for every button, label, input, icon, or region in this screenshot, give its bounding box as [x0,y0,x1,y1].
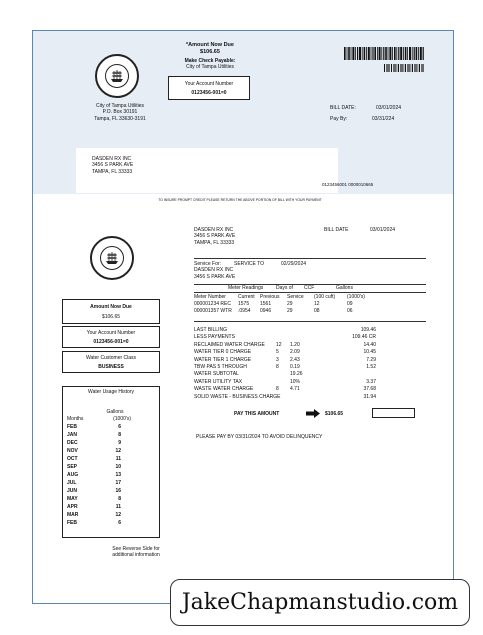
usage-month: MAY [67,495,78,502]
service-for-label: Service For: [194,261,221,267]
readings-header-row [194,285,426,292]
charge-cell: 12 [276,341,282,348]
usage-history-row [67,464,155,472]
service-name: DASDEN RX INC [194,267,234,274]
stub-amount-value: $106.65 [200,48,220,55]
small-barcode-icon [384,64,424,72]
watermark-text: JakeChapmanstudio.com [181,589,459,615]
meter-readings-table [194,285,426,315]
meter-cell: 08 [314,308,320,314]
charge-cell: 14.40 [363,341,376,348]
usage-value: 6 [118,519,121,526]
usage-month: OCT [67,455,78,462]
charge-cell: 0.19 [290,363,300,370]
charge-line [194,394,426,401]
usage-history-list [67,424,155,528]
usage-value: 11 [115,455,121,462]
usage-month: FEB [67,423,77,430]
charge-cell: TBW PAS 5 THROUGH [194,363,247,370]
meter-cell: 06 [347,308,353,314]
charge-cell: 1.20 [290,341,300,348]
customer-name: DASDEN RX INC [92,156,132,162]
bill-addr2: TAMPA, FL 33333 [194,239,235,246]
charge-line [194,379,426,386]
usage-value: 17 [115,479,121,486]
charge-cell: 7.29 [366,356,376,363]
usage-value: 12 [115,447,121,454]
charge-cell [276,394,290,401]
scan-line: 0123456001 0000010665 [322,182,374,187]
meter-cell: 29 [287,308,293,314]
meter-row [194,301,426,308]
stub-account-label: Your Account Number [184,81,234,87]
barcode-icon [344,47,424,60]
remit-pobox: P.O. Box 30191 [102,109,138,116]
ship-icon [104,250,120,266]
charge-cell: 2.09 [290,349,300,356]
charge-cell: RECLAIMED WATER CHARGE [194,341,265,348]
customer-class-label: Water Customer Class [85,355,137,361]
readings-header-gallons: Gallons [336,285,353,291]
charge-cell: 10% [290,378,301,385]
pay-amount-value: $106.65 [325,411,344,417]
charge-cell: 4.71 [290,386,300,393]
usage-history-row [67,512,155,520]
charge-cell: 1.52 [366,363,376,370]
usage-month: NOV [67,447,78,454]
meter-cell: 000001234 REC [194,301,231,307]
charge-cell [276,334,290,341]
usage-history-row [67,432,155,440]
usage-month: DEC [67,439,78,446]
usage-month: MAR [67,511,79,518]
charge-cell: 10.45 [363,349,376,356]
ship-icon [109,68,125,84]
charge-line [194,342,426,349]
meter-rows [194,301,426,315]
col-service: Service [287,294,304,300]
service-addr: 3456 S PARK AVE [194,273,236,280]
amount-due-box [62,299,160,324]
meter-row [194,308,426,315]
charge-cell: 8 [276,363,279,370]
customer-addr1: 3456 S PARK AVE [92,162,134,169]
customer-class-value: BUSINESS [98,364,124,371]
charge-cell: LESS PAYMENTS [194,334,235,341]
bill-name: DASDEN RX INC [194,227,234,233]
watermark-badge [170,579,470,626]
charge-cell: 5 [276,349,279,356]
city-seal-top [95,54,139,98]
delinquency-note: PLEASE PAY BY 03/31/2024 TO AVOID DELINQUENCY [196,434,323,440]
charge-cell [276,371,290,378]
usage-value: 10 [115,463,121,470]
reverse-side-note [98,546,174,559]
readings-rule [194,292,426,293]
charge-cell: 2.43 [290,356,300,363]
usage-month: FEB [67,519,77,526]
charge-cell: WATER SUBTOTAL [194,371,239,378]
usage-month: JUN [67,487,78,494]
meter-cell: 000001357 WTR [194,308,232,314]
usage-value: 6 [118,423,121,430]
usage-history-row [67,488,155,496]
make-check-payable-label: Make Check Payable: [184,57,236,64]
bill-addr1: 3456 S PARK AVE [194,233,236,240]
charge-line [194,327,426,334]
usage-value: 13 [115,471,121,478]
charge-cell: WATER TIER 1 CHARGE [194,356,252,363]
usage-month: JUL [67,479,77,486]
charge-line [194,357,426,364]
stub-bill-date: 03/01/2024 [376,105,402,111]
usage-month: AUG [67,471,79,478]
divider [194,258,426,259]
account-number: 0123456-001=0 [93,339,129,346]
usage-value: 12 [115,511,121,518]
charge-cell [290,334,316,341]
usage-history-row [67,448,155,456]
charge-cell: LAST BILLING [194,327,227,333]
col-gallons: (1000's) [347,294,365,300]
charge-line [194,349,426,356]
charge-cell: 37.68 [363,386,376,393]
usage-value: 11 [115,503,121,510]
readings-header-meter: Meter Readings [228,285,264,291]
charge-cell: 3 [276,356,279,363]
charge-cell: WATER UTILITY TAX [194,378,243,385]
amount-enclosed-field[interactable] [372,408,415,418]
account-box [62,326,160,348]
stub-pay-by: 03/31/224 [372,116,395,122]
usage-value: 9 [118,439,121,446]
stub-amount-label: *Amount Now Due [186,42,234,48]
usage-history-row [67,456,155,464]
remit-city: Tampa, FL 33630-3191 [94,115,146,122]
meter-cell: 0946 [260,308,272,314]
charge-cell: WATER TIER 0 CHARGE [194,349,252,356]
usage-month: APR [67,503,78,510]
usage-history-months-label: Months [67,415,84,422]
usage-history-units: Gallons [106,409,124,416]
bill-date-label: BILL DATE [324,227,349,233]
usage-value: 8 [118,495,121,502]
usage-history-box [62,386,160,538]
stub-account-box [168,76,250,100]
account-label: Your Account Number [86,330,136,336]
meter-cell: 12 [314,301,320,307]
charge-cell: 3.37 [366,378,376,385]
meter-cell: .0954 [238,308,251,314]
usage-value: 16 [115,487,121,494]
customer-address [92,156,133,175]
charge-cell [290,394,316,401]
charge-line [194,364,426,371]
usage-history-title: Water Usage History [88,389,134,395]
charge-line [194,334,426,341]
readings-cols-row [194,294,426,301]
meter-cell: 1561 [260,301,272,307]
usage-history-row [67,504,155,512]
charge-cell: 109.46 [360,327,376,333]
charge-cell: 31.94 [363,393,376,400]
usage-history-row [67,472,155,480]
charge-cell [316,371,376,378]
bill-address [194,227,235,246]
charge-cell: SOLID WASTE - BUSINESS CHARGE [194,393,281,400]
stub-pay-by-label: Pay By: [330,116,348,122]
usage-history-row [67,520,155,528]
reverse-note-line1: See Reverse Side for [112,546,160,552]
charge-cell [290,327,316,334]
remit-name: City of Tampa Utilities [96,103,144,109]
charge-cell [276,379,290,386]
readings-header-ccf: CCF [304,285,315,291]
col-current: Current [238,294,255,300]
stub-amount-block [170,42,250,70]
charge-cell: WASTE WATER CHARGE [194,386,254,393]
charge-line [194,371,426,378]
amount-due-label: Amount Now Due [90,304,132,310]
city-seal-bottom [90,236,134,280]
customer-class-box [62,351,160,373]
usage-history-units2: (1000's) [113,415,131,422]
charge-cell: 8 [276,386,279,393]
readings-header-days: Days of [276,285,293,291]
charge-cell [276,327,290,334]
col-ccf: (100 cuft) [314,294,336,300]
charge-line [194,386,426,393]
divider [194,321,426,322]
service-block [194,261,306,280]
reverse-note-line2: additional information [112,552,160,559]
arrow-right-icon [306,409,320,418]
col-previous: Previous [260,294,280,300]
payee-name: City of Tampa Utilities [186,64,234,70]
stub-account-number: 0123456-001=0 [191,90,227,97]
col-meter-number: Meter Number [194,294,226,300]
service-to-date: 02/29/2024 [281,261,307,267]
bill-date-value: 03/01/2024 [370,227,396,233]
usage-history-row [67,440,155,448]
usage-history-row [67,480,155,488]
remit-address [80,103,160,122]
return-note: TO INSURE PROMPT CREDIT PLEASE RETURN THE ABOVE PORTION OF BILL WITH YOUR PAYMENT [158,198,322,202]
meter-cell: 09 [347,301,353,307]
usage-month: SEP [67,463,78,470]
charge-lines [194,327,426,401]
meter-cell: 29 [287,301,293,307]
charge-cell: 109.46 CR [352,334,376,341]
service-to-label: SERVICE TO [234,261,265,267]
usage-history-row [67,424,155,432]
usage-history-row [67,496,155,504]
charge-cell: 19.26 [290,371,303,378]
usage-month: JAN [67,431,78,438]
meter-cell: 1575 [238,301,250,307]
amount-due-value: $106.65 [101,314,121,321]
stub-bill-date-label: BILL DATE: [330,105,356,111]
usage-value: 8 [118,431,121,438]
customer-addr2: TAMPA, FL 33333 [92,168,133,175]
pay-this-amount-label: PAY THIS AMOUNT [234,411,280,417]
